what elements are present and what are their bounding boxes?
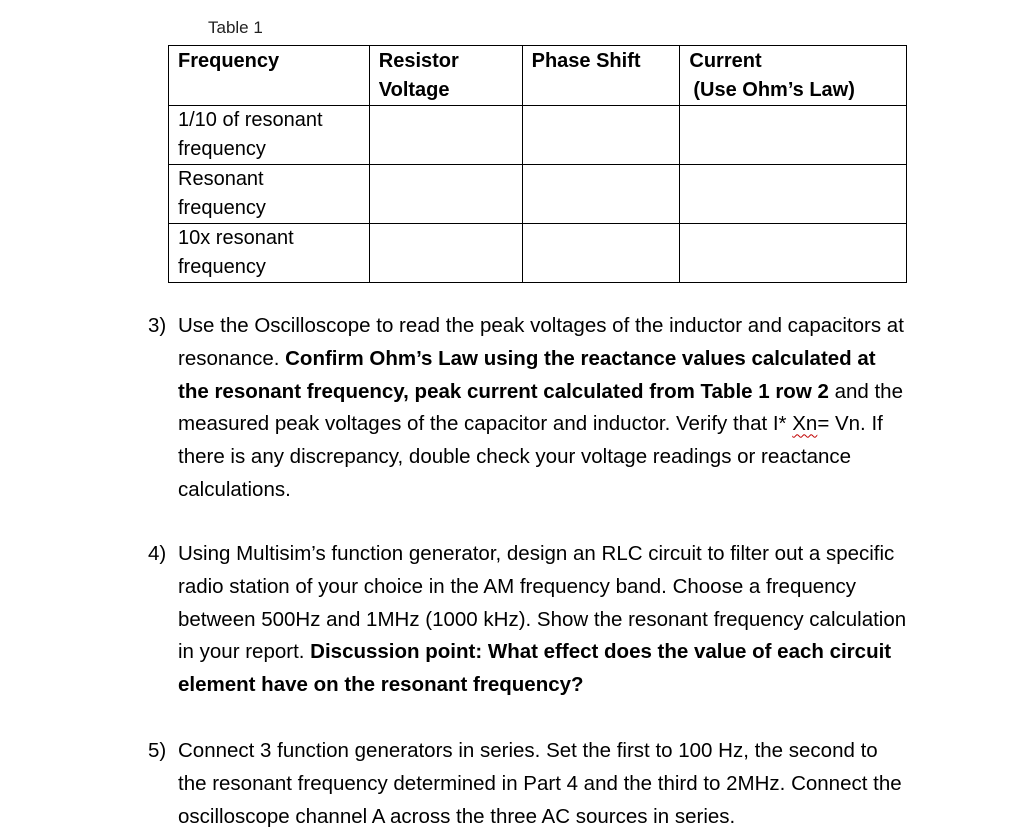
item-text: Use the Oscilloscope to read the peak voltages of the inductor and capacitors at resonance. (178, 314, 904, 370)
header-frequency-text: Frequency (178, 50, 280, 72)
list-item-4 (148, 538, 908, 702)
header-current (680, 46, 907, 106)
table-cell-phase-shift (522, 106, 680, 165)
table-cell-current (680, 106, 907, 165)
header-resistor-line1: Resistor (378, 50, 459, 72)
table-cell-current (680, 224, 907, 283)
header-resistor-line2: Voltage (378, 79, 450, 101)
row-label (169, 165, 370, 224)
data-table (168, 45, 907, 283)
item-number: 4) (148, 542, 167, 565)
item-number: 3) (148, 314, 167, 337)
item-text: Using Multisim’s function generator, design an RLC circuit to filter out a specific radio station of your choice in the AM frequency band. Choose a frequency between 500Hz and 1MHz (1000 kHz). Show the resonant frequency calculation in your report. (178, 542, 907, 664)
item-body (178, 310, 908, 507)
row-label-line1: 1/10 of resonant (178, 109, 323, 131)
item-text: and the measured peak voltages of the capacitor and inductor. Verify that I* (178, 379, 903, 436)
item-body (178, 538, 908, 702)
list-item-3 (148, 310, 908, 507)
item-body (178, 735, 908, 833)
item-number: 5) (148, 739, 167, 762)
table-row (169, 224, 907, 283)
table-cell-resistor-voltage (369, 106, 522, 165)
row-label-line2: frequency (178, 256, 266, 278)
table-cell-phase-shift (522, 165, 680, 224)
item-text: = Vn. If there is any discrepancy, double check your voltage readings or reactance calculations. (178, 412, 883, 501)
list-item-5 (148, 735, 908, 833)
row-label (169, 224, 370, 283)
table-caption: Table 1 (208, 18, 263, 37)
row-label-line1: 10x resonant (178, 227, 294, 249)
table-cell-current (680, 165, 907, 224)
table-cell-resistor-voltage (369, 165, 522, 224)
table-cell-phase-shift (522, 224, 680, 283)
header-current-line1: Current (689, 50, 762, 72)
item-bold-text: Confirm Ohm’s Law using the reactance values calculated at the resonant frequency, peak current calculated from Table 1 row 2 (178, 346, 876, 403)
table-row (169, 106, 907, 165)
table-cell-resistor-voltage (369, 224, 522, 283)
table-header-row (169, 46, 907, 106)
row-label (169, 106, 370, 165)
table-row (169, 165, 907, 224)
header-phase-shift-text: Phase Shift (531, 50, 641, 72)
header-phase-shift (522, 46, 680, 106)
row-label-line2: frequency (178, 197, 266, 219)
header-resistor-voltage (369, 46, 522, 106)
spellcheck-flagged-word: Xn (792, 412, 818, 436)
row-label-line1: Resonant (178, 168, 264, 190)
header-frequency (169, 46, 370, 106)
item-bold-text: Discussion point: What effect does the value of each circuit element have on the resonant frequency? (178, 640, 892, 697)
row-label-line2: frequency (178, 138, 266, 160)
header-current-line2: (Use Ohm’s Law) (693, 79, 855, 101)
item-text: Connect 3 function generators in series. Set the first to 100 Hz, the second to the resonant frequency determined in Part 4 and the third to 2MHz. Connect the oscilloscope channel A across the three AC sources in series. (178, 739, 902, 828)
